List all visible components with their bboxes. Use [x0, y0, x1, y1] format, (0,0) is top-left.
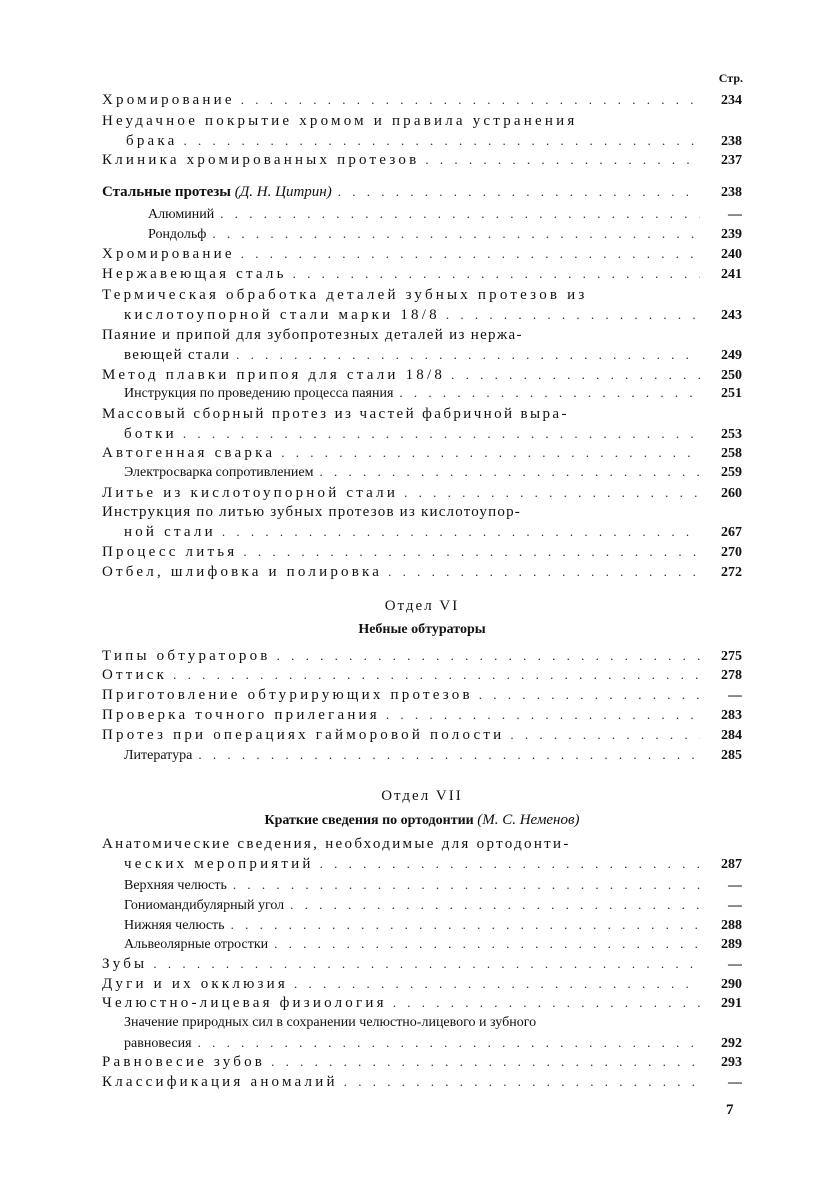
toc-entry: Алюминий . . . — — [102, 204, 742, 224]
toc-entry: Значение природных сил в сохранении челюстно-лицевого и зубного равновесия . . . 292 — [102, 1013, 742, 1053]
toc-entry: Отбел, шлифовка и полировка . . . 272 — [102, 562, 742, 582]
toc-entry: Типы обтураторов . . . 275 — [102, 646, 742, 666]
toc-entry: Оттиск . . . 278 — [102, 665, 742, 685]
toc-entry: Нижняя челюсть . . . 288 — [102, 915, 742, 935]
toc-entry: Клиника хромированных протезов . . . 237 — [102, 150, 742, 170]
toc-entry: Протез при операциях гайморовой полости . . . 284 — [102, 725, 742, 745]
toc-entry: Стальные протезы (Д. Н. Цитрин) . . . 238 — [102, 182, 742, 202]
toc-entry: Паяние и припой для зубопротезных деталей из нержа- веющей стали . . . 249 — [102, 325, 742, 365]
toc-entry: Литье из кислотоупорной стали . . . 260 — [102, 483, 742, 503]
toc-entry: Автогенная сварка . . . 258 — [102, 443, 742, 463]
toc-entry: Массовый сборный протез из частей фабричной выра- ботки . . . 253 — [102, 404, 742, 444]
toc-entry: Инструкция по проведению процесса паяния . . . 251 — [102, 383, 742, 403]
toc-entry: Метод плавки припоя для стали 18/8 . . . 250 — [102, 365, 742, 385]
section-heading: Отдел VII — [381, 788, 463, 804]
toc-entry: Классификация аномалий . . . — — [102, 1072, 742, 1092]
toc-entry: Зубы . . . — — [102, 954, 742, 974]
toc-entry: Равновесие зубов . . . 293 — [102, 1052, 742, 1072]
toc-entry: Хромирование . . . 234 — [102, 90, 742, 110]
toc-entry: Нержавеющая сталь . . . 241 — [102, 264, 742, 284]
toc-entry: Челюстно-лицевая физиология . . . 291 — [102, 993, 742, 1013]
section-title: Небные обтураторы — [358, 622, 486, 637]
toc-entry: Гониомандибулярный угол . . . — — [102, 895, 742, 915]
toc-entry: Термическая обработка деталей зубных протезов из кислотоупорной стали марки 18/8 . . . 243 — [102, 285, 742, 325]
section-title: Краткие сведения по ортодонтии (М. С. Неменов) — [264, 812, 580, 828]
toc-entry: Процесс литья . . . 270 — [102, 542, 742, 562]
section-heading: Отдел VI — [384, 598, 460, 614]
toc-entry: Рондольф . . . 239 — [102, 224, 742, 244]
toc-entry: Верхняя челюсть . . . — — [102, 875, 742, 895]
toc-entry: Электросварка сопротивлением . . . 259 — [102, 462, 742, 482]
toc-entry: Анатомические сведения, необходимые для ортодонти- ческих мероприятий . . . 287 — [102, 834, 742, 874]
toc-entry: Приготовление обтурирующих протезов . . . — — [102, 685, 742, 705]
toc-entry: Проверка точного прилегания . . . 283 — [102, 705, 742, 725]
toc-entry: Альвеолярные отростки . . . 289 — [102, 934, 742, 954]
toc-entry: Хромирование . . . 240 — [102, 244, 742, 264]
page-column-header: Стр. — [718, 71, 743, 85]
toc-entry: Инструкция по литью зубных протезов из кислотоупор- ной стали . . . 267 — [102, 502, 742, 542]
toc-entry: Неудачное покрытие хромом и правила устранения брака . . . 238 — [102, 111, 742, 151]
toc-entry: Литература . . . 285 — [102, 745, 742, 765]
page-number: 7 — [726, 1102, 734, 1118]
toc-entry: Дуги и их окклюзия . . . 290 — [102, 974, 742, 994]
